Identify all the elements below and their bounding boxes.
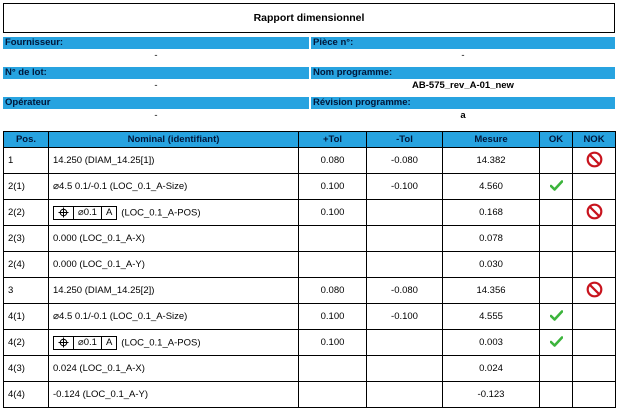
plus-tol-value: 0.100 <box>320 337 345 348</box>
fcf-tolerance: ⌀0.1 <box>73 207 101 219</box>
nominal-value: 4.5 0.1/-0.1 <box>59 311 108 322</box>
measure-value: 0.024 <box>479 363 503 374</box>
pos-cell <box>4 356 49 382</box>
ok-cell <box>540 226 573 252</box>
measure-cell <box>443 278 540 304</box>
nominal-cell <box>49 382 299 408</box>
measure-value: 14.382 <box>476 155 506 166</box>
measure-value: 0.168 <box>479 207 503 218</box>
operator-label: Opérateur <box>3 97 309 109</box>
table-row <box>4 356 616 382</box>
pos-value: 2(1) <box>8 181 25 192</box>
nominal-cell <box>49 356 299 382</box>
lot-number-label: N° de lot: <box>3 67 309 79</box>
measure-value: 4.555 <box>479 311 503 322</box>
plus-tol-cell <box>299 278 367 304</box>
minus-tol-cell <box>367 304 443 330</box>
table-row <box>4 278 616 304</box>
nok-cell <box>573 148 616 174</box>
identifier-value: (DIAM_14.25[2]) <box>84 285 155 296</box>
supplier-label: Fournisseur: <box>3 37 309 49</box>
identifier-value: (DIAM_14.25[1]) <box>84 155 155 166</box>
nominal-cell <box>49 200 299 226</box>
nok-cell <box>573 304 616 330</box>
minus-tol-cell <box>367 356 443 382</box>
nominal-cell <box>49 252 299 278</box>
measure-cell <box>443 200 540 226</box>
minus-tol-cell <box>367 148 443 174</box>
checkmark-icon <box>550 310 563 324</box>
col-header-plus-tol: +Tol <box>299 132 367 148</box>
checkmark-icon <box>550 336 563 350</box>
identifier-value: (LOC_0.1_A-X) <box>79 363 145 374</box>
lot-number-value: - <box>154 80 158 91</box>
pos-cell <box>4 252 49 278</box>
operator-value: - <box>154 110 158 121</box>
info-row-2 <box>3 63 615 93</box>
col-header-minus-tol: -Tol <box>367 132 443 148</box>
ok-cell <box>540 382 573 408</box>
ok-cell <box>540 304 573 330</box>
measure-value: -0.123 <box>477 389 505 400</box>
identifier-value: (LOC_0.1_A-Y) <box>82 389 149 400</box>
fcf-datum: A <box>101 337 116 349</box>
nok-cell <box>573 382 616 408</box>
nok-cell <box>573 356 616 382</box>
col-header-ok: OK <box>540 132 573 148</box>
info-row-3 <box>3 93 615 123</box>
minus-tol-cell <box>367 174 443 200</box>
table-row <box>4 330 616 356</box>
measure-value: 0.030 <box>479 259 503 270</box>
col-header-pos: Pos. <box>4 132 49 148</box>
plus-tol-value: 0.100 <box>320 311 345 322</box>
ok-cell <box>540 148 573 174</box>
checkmark-icon <box>550 180 563 194</box>
pos-cell <box>4 226 49 252</box>
measure-value: 0.078 <box>479 233 503 244</box>
minus-tol-cell <box>367 200 443 226</box>
position-icon <box>54 337 73 349</box>
ok-cell <box>540 278 573 304</box>
nominal-value: 14.250 <box>53 155 83 166</box>
identifier-value: (LOC_0.1_A-X) <box>79 233 145 244</box>
measure-cell <box>443 148 540 174</box>
diameter-icon: ⌀ <box>53 181 60 192</box>
pos-cell <box>4 148 49 174</box>
measure-cell <box>443 330 540 356</box>
identifier-value: (LOC_0.1_A-Size) <box>109 181 188 192</box>
position-icon <box>54 207 73 219</box>
table-header-row <box>4 132 616 148</box>
prohibited-icon <box>586 151 603 171</box>
plus-tol-cell <box>299 382 367 408</box>
table-row <box>4 226 616 252</box>
ok-cell <box>540 330 573 356</box>
feature-control-frame <box>53 206 117 220</box>
nok-cell <box>573 174 616 200</box>
plus-tol-value: 0.100 <box>320 181 345 192</box>
pos-cell <box>4 200 49 226</box>
col-header-nominal: Nominal (identifiant) <box>49 132 299 148</box>
nominal-value: 4.5 0.1/-0.1 <box>59 181 108 192</box>
nominal-cell <box>49 304 299 330</box>
minus-tol-value: -0.100 <box>391 311 418 322</box>
minus-tol-cell <box>367 226 443 252</box>
prohibited-icon <box>586 203 603 223</box>
pos-cell <box>4 278 49 304</box>
prohibited-icon <box>586 281 603 301</box>
measure-cell <box>443 226 540 252</box>
pos-value: 4(3) <box>8 363 25 374</box>
pos-value: 2(2) <box>8 207 25 218</box>
plus-tol-cell <box>299 174 367 200</box>
table-row <box>4 200 616 226</box>
minus-tol-cell <box>367 382 443 408</box>
measure-value: 4.560 <box>479 181 503 192</box>
measure-value: 0.003 <box>479 337 503 348</box>
nominal-value: 0.024 <box>53 363 77 374</box>
nominal-cell <box>49 278 299 304</box>
minus-tol-value: -0.080 <box>391 155 418 166</box>
measure-cell <box>443 174 540 200</box>
pos-value: 4(1) <box>8 311 25 322</box>
nok-cell <box>573 200 616 226</box>
dimensional-report <box>3 3 615 400</box>
nominal-value: -0.124 <box>53 389 80 400</box>
supplier-value: - <box>154 50 158 61</box>
nominal-value: 0.000 <box>53 259 77 270</box>
info-row-1 <box>3 33 615 63</box>
plus-tol-value: 0.100 <box>320 207 345 218</box>
plus-tol-value: 0.080 <box>320 155 345 166</box>
nominal-cell <box>49 330 299 356</box>
pos-cell <box>4 330 49 356</box>
pos-value: 1 <box>8 155 14 166</box>
nominal-cell <box>49 226 299 252</box>
ok-cell <box>540 252 573 278</box>
measure-cell <box>443 252 540 278</box>
measurement-table <box>3 131 616 408</box>
pos-value: 4(4) <box>8 389 25 400</box>
report-title: Rapport dimensionnel <box>253 12 365 24</box>
nok-cell <box>573 330 616 356</box>
nominal-cell <box>49 174 299 200</box>
measure-cell <box>443 382 540 408</box>
plus-tol-cell <box>299 356 367 382</box>
measure-cell <box>443 356 540 382</box>
program-name-label: Nom programme: <box>311 67 615 79</box>
ok-cell <box>540 200 573 226</box>
measure-value: 14.356 <box>476 285 506 296</box>
identifier-value: (LOC_0.1_A-Size) <box>109 311 188 322</box>
plus-tol-cell <box>299 148 367 174</box>
nominal-value: 0.000 <box>53 233 77 244</box>
plus-tol-cell <box>299 226 367 252</box>
identifier-value: (LOC_0.1_A-POS) <box>121 207 201 219</box>
nok-cell <box>573 278 616 304</box>
ok-cell <box>540 174 573 200</box>
table-row <box>4 174 616 200</box>
pos-cell <box>4 304 49 330</box>
plus-tol-value: 0.080 <box>320 285 345 296</box>
pos-value: 3 <box>8 285 14 296</box>
fcf-tolerance: ⌀0.1 <box>73 337 101 349</box>
program-revision-label: Révision programme: <box>311 97 615 109</box>
ok-cell <box>540 356 573 382</box>
report-title-box <box>3 3 615 33</box>
minus-tol-cell <box>367 252 443 278</box>
plus-tol-cell <box>299 252 367 278</box>
table-row <box>4 252 616 278</box>
part-number-label: Pièce n°: <box>311 37 615 49</box>
pos-value: 2(4) <box>8 259 25 270</box>
minus-tol-cell <box>367 278 443 304</box>
fcf-datum: A <box>101 207 116 219</box>
table-row <box>4 148 616 174</box>
nok-cell <box>573 252 616 278</box>
plus-tol-cell <box>299 304 367 330</box>
table-row <box>4 382 616 408</box>
col-header-nok: NOK <box>573 132 616 148</box>
feature-control-frame <box>53 336 117 350</box>
minus-tol-value: -0.080 <box>391 285 418 296</box>
minus-tol-cell <box>367 330 443 356</box>
nok-cell <box>573 226 616 252</box>
plus-tol-cell <box>299 330 367 356</box>
pos-value: 2(3) <box>8 233 25 244</box>
part-number-value: - <box>461 50 465 61</box>
pos-value: 4(2) <box>8 337 25 348</box>
col-header-measure: Mesure <box>443 132 540 148</box>
program-revision-value: a <box>460 110 466 121</box>
measure-cell <box>443 304 540 330</box>
program-name-value: AB-575_rev_A-01_new <box>412 80 514 91</box>
plus-tol-cell <box>299 200 367 226</box>
diameter-icon: ⌀ <box>53 311 60 322</box>
table-row <box>4 304 616 330</box>
nominal-value: 14.250 <box>53 285 83 296</box>
identifier-value: (LOC_0.1_A-POS) <box>121 337 201 349</box>
nominal-cell <box>49 148 299 174</box>
pos-cell <box>4 174 49 200</box>
pos-cell <box>4 382 49 408</box>
identifier-value: (LOC_0.1_A-Y) <box>79 259 145 270</box>
minus-tol-value: -0.100 <box>391 181 418 192</box>
